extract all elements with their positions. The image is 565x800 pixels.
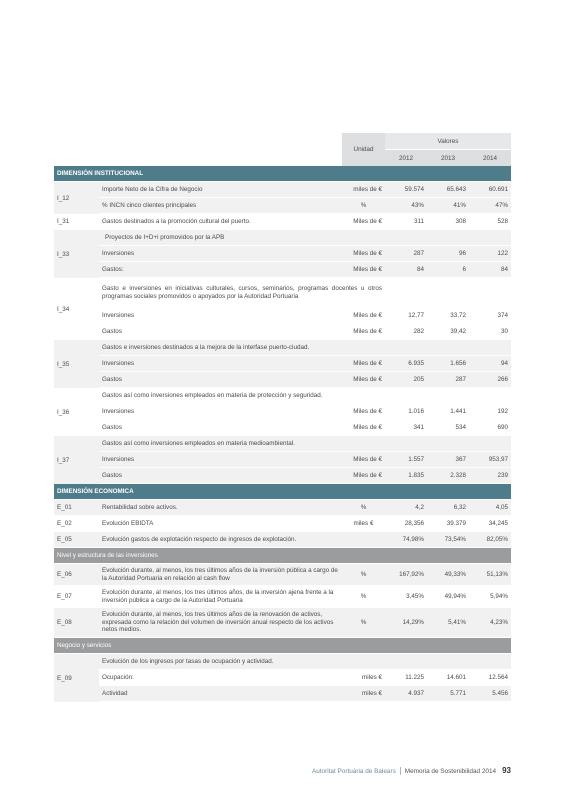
table-row: Gastos así como inversiones empleados en materia de protección y seguridad. <box>99 388 511 404</box>
table-row: Inversiones Miles de € 6.935 1.656 94 <box>99 356 511 372</box>
table-row: Gastos Miles de € 341 534 690 <box>99 420 511 436</box>
footer-divider <box>400 767 401 775</box>
page-footer <box>0 766 511 775</box>
section-economica: DIMENSIÓN ECONOMICA <box>54 484 511 500</box>
indicator-e01: E_01 Rentabilidad sobre activos. % 4,2 6,32 4,05 <box>54 500 511 516</box>
table-header <box>54 133 511 166</box>
indicator-i37: I_37 Gastos así como inversiones empleados en materia medioambiental. Inversiones Miles de € 1.557 367 953,97 Gastos Miles de € 1.835 2.328 239 <box>54 436 511 484</box>
table-row: Actividad miles € 4.937 5.771 5.456 <box>99 686 511 702</box>
indicator-e05: E_05 Evolución gastos de explotación respecto de ingresos de explotación. 74,98% 73,54% 82,05% <box>54 532 511 548</box>
indicator-i35: I_35 Gastos e inversiones destinados a la mejora de la interfase puerto-ciudad. Inversiones Miles de € 6.935 1.656 94 Gastos Miles de € 205 287 266 <box>54 340 511 388</box>
section-negocio-servicios: Negocio y servicios <box>54 638 511 654</box>
indicator-i12 <box>54 182 511 214</box>
table-row: Inversiones Miles de € 1.016 1.441 192 <box>99 404 511 420</box>
table-row: Gastos así como inversiones empleados en materia medioambiental. <box>99 436 511 452</box>
year-header-2014: 2014 <box>469 150 511 166</box>
table-row: Inversiones Miles de € 12,77 33,72 374 <box>99 308 511 324</box>
section-institucional: DIMENSIÓN INSTITUCIONAL <box>54 166 511 182</box>
table-row: Gastos Miles de € 1.835 2.328 239 <box>99 468 511 484</box>
year-header-2013: 2013 <box>427 150 469 166</box>
table-row: Gastos: Miles de € 84 6 84 <box>99 262 511 278</box>
indicator-i36: I_36 Gastos así como inversiones empleados en materia de protección y seguridad. Inversiones Miles de € 1.016 1.441 192 Gastos Miles de € 341 534 690 <box>54 388 511 436</box>
indicator-i31: I_31 Gastos destinados a la promoción cultural del puerto. Miles de € 311 308 528 <box>54 214 511 230</box>
indicators-table <box>54 133 511 702</box>
values-column-header: Valores <box>385 133 511 150</box>
indicator-i34: I_34 Gasto e inversiones en iniciativas culturales, cursos, seminarios, programas docentes u otros programas sociales promovidos o apoyados por la Autoridad Portuaria Inversiones Miles de € 12,77 33,72 374 Gastos Miles de € 282 39,42 30 <box>54 278 511 340</box>
footer-document-title: Memoria de Sostenibilidad 2014 <box>404 768 497 775</box>
indicator-i33: I_33 Proyectos de I+D+i promovidos por la APB Inversiones Miles de € 287 96 122 Gastos: Miles de € 84 6 84 <box>54 230 511 278</box>
page-number: 93 <box>502 766 511 775</box>
table-row: Inversiones Miles de € 287 96 122 <box>99 246 511 262</box>
table-row: % INCN cinco clientes principales % 43% 41% 47% <box>99 198 511 214</box>
year-header-2012: 2012 <box>385 150 427 166</box>
table-row: Importe Neto de la Cifra de Negocio miles de € 59.574 65.643 60.691 <box>99 182 511 198</box>
table-row: Gastos e inversiones destinados a la mejora de la interfase puerto-ciudad. <box>99 340 511 356</box>
indicator-e06: E_06 Evolución durante, al menos, los tres últimos años de la inversión pública a cargo de la Autoridad Portuaria en relación al cash flow % 167,92% 49,33% 51,13% <box>54 564 511 586</box>
table-row: Ocupación: miles € 11.225 14.601 12.564 <box>99 670 511 686</box>
table-row: Gastos Miles de € 282 39,42 30 <box>99 324 511 340</box>
section-nivel-inversiones: Nivel y estructura de las inversiones <box>54 548 511 564</box>
table-row: Gastos Miles de € 205 287 266 <box>99 372 511 388</box>
indicator-code: I_12 <box>57 194 70 202</box>
table-row: Proyectos de I+D+i promovidos por la APB <box>99 230 511 246</box>
unit-column-header: Unidad <box>342 133 385 166</box>
indicator-e07: E_07 Evolución durante, al menos, los tres últimos años, de la inversión ajena frente a la inversión pública a cargo de la Autoridad Portuaria % 3,45% 49,94% 5,94% <box>54 586 511 608</box>
table-row: Evolución de los ingresos por tasas de ocupación y actividad. <box>99 654 511 670</box>
footer-organization: Autoritat Portuària de Balears <box>311 768 396 775</box>
table-row: Gasto e inversiones en iniciativas culturales, cursos, seminarios, programas docentes u otros programas sociales promovidos o apoyados por la Autoridad Portuaria <box>99 278 511 308</box>
table-row: Inversiones Miles de € 1.557 367 953,97 <box>99 452 511 468</box>
indicator-e02: E_02 Evolución EBIDTA miles € 28,356 39.379 34,245 <box>54 516 511 532</box>
indicator-e09: E_09 Evolución de los ingresos por tasas de ocupación y actividad. Ocupación: miles € 11.225 14.601 12.564 Actividad miles € 4.937 5.771 5.456 <box>54 654 511 702</box>
indicator-e08: E_08 Evolución durante, al menos, los tres últimos años de la renovación de activos, expresada como la relación del volumen de inversión anual respecto de los activos netos medios. % 14,29% 5,41% 4,23% <box>54 608 511 638</box>
